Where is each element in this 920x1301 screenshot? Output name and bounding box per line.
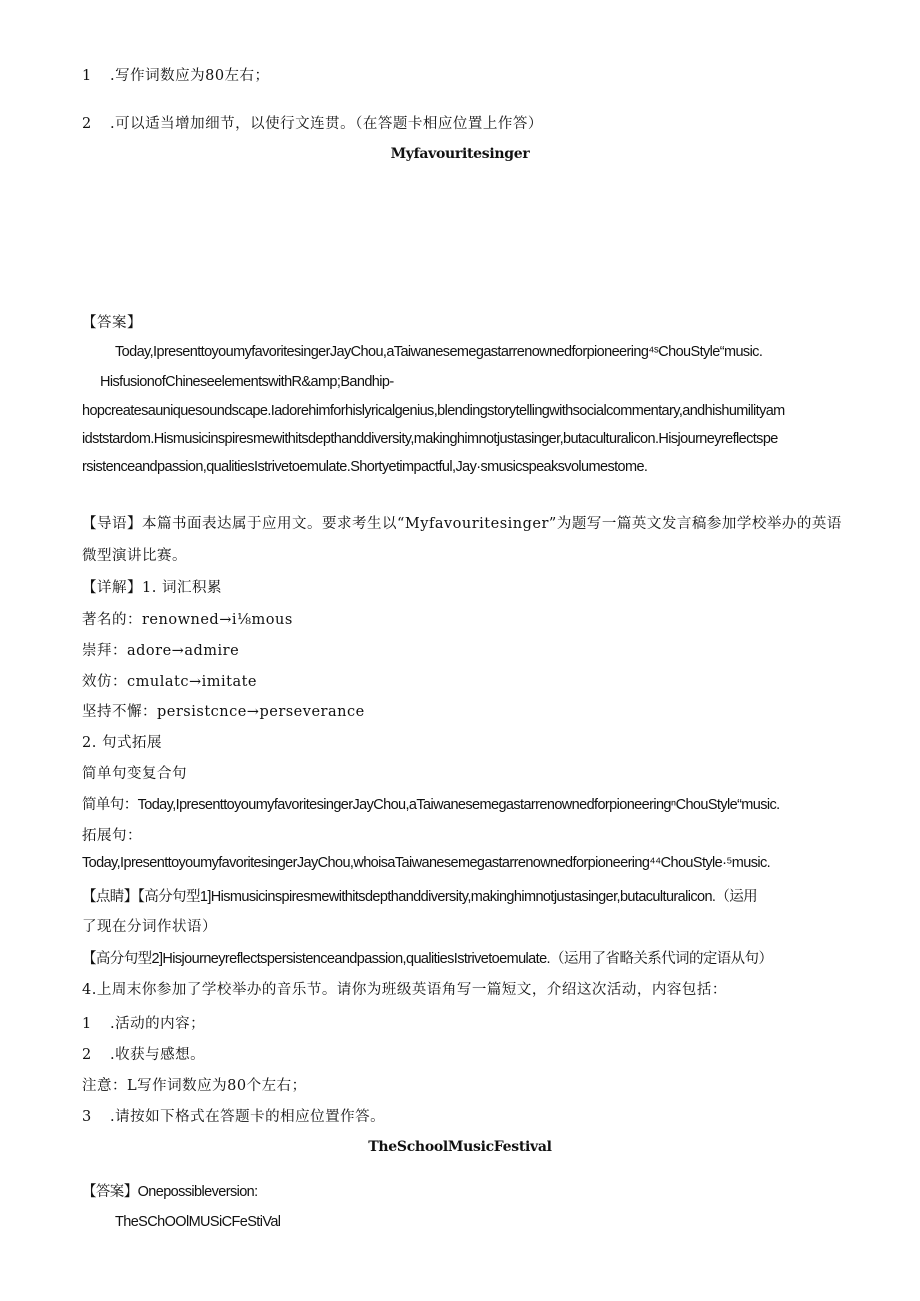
expanded-sentence: Today,IpresenttoyoumyfavoritesingerJayChou,whoisaTaiwanesemegastarrenownedforpioneering⁴⁴ChouStyle·⁵music. xyxy=(82,855,771,871)
point-line-2: 了现在分词作状语） xyxy=(82,919,217,935)
guide-line-1: 【导语】本篇书面表达属于应用文。要求考生以“Myfavouritesinger”为题写一篇英文发言稿参加学校举办的英语 xyxy=(82,516,842,532)
item-text: .可以适当增加细节，以使行文连贯。（在答题卡相应位置上作答） xyxy=(110,116,543,132)
answer-line-possible-version: 【答案】Onepossibleversion: xyxy=(82,1184,258,1200)
item-text: .写作词数应为80左右； xyxy=(110,68,270,84)
answer-line-3: hopcreatesauniquesoundscape.Iadorehimforhislyricalgenius,blendingstorytellingwithsocialcommentary,andhishumilityam xyxy=(82,403,785,419)
answer-essay-title: TheSChOOlMUSiCFeStiVal xyxy=(115,1214,281,1230)
q4-item-3 xyxy=(82,1105,385,1126)
vocab-item-2: 崇拜：adore→admire xyxy=(82,643,240,659)
simple-sentence: 简单句：Today,IpresenttoyoumyfavoritesingerJayChou,aTaiwanesemegastarrenownedforpioneeringⁿChouStyle“music. xyxy=(82,797,780,813)
answer-line-2: HisfusionofChineseelementswithR&amp;Bandhip- xyxy=(100,374,394,390)
answer-line-1: Today,IpresenttoyoumyfavoritesingerJayChou,aTaiwanesemegastarrenownedforpioneering⁴ˢChouStyle“music. xyxy=(115,344,763,360)
vocab-item-1: 著名的：renowned→i⅛mous xyxy=(82,612,293,628)
point-line-1: 【点睛】【高分句型1]Hismusicinspiresmewithitsdepthanddiversity,makinghimnotjustasinger,butaculturalicon.（运用 xyxy=(82,889,758,905)
requirement-item-1 xyxy=(82,64,270,85)
section-2-subheading: 简单句变复合句 xyxy=(82,766,187,782)
item-number: 1 xyxy=(82,68,92,84)
essay-title-1: Myfavouritesinger xyxy=(390,146,530,162)
point-line-3: 【高分句型2]Hisjourneyreflectspersistenceandpassion,qualitiesIstrivetoemulate.（运用了省略关系代词的定语从句） xyxy=(82,951,773,967)
q4-note: 注意：L写作词数应为80个左右； xyxy=(82,1078,307,1094)
item-number: 1 xyxy=(82,1016,92,1032)
vocab-item-4: 坚持不懈：persistcnce→perseverance xyxy=(82,704,365,720)
vocab-item-3: 效仿：cmulatc→imitate xyxy=(82,674,257,690)
detail-heading: 【详解】1. 词汇积累 xyxy=(82,580,222,596)
answer-tag-1: 【答案】 xyxy=(82,315,142,331)
expand-label: 拓展句： xyxy=(82,828,142,844)
item-text: .活动的内容； xyxy=(110,1016,206,1032)
section-2-heading: 2. 句式拓展 xyxy=(82,735,162,751)
answer-line-5: rsistenceandpassion,qualitiesIstrivetoemulate.Shortyetimpactful,Jay·smusicspeaksvolumestome. xyxy=(82,459,648,475)
item-number: 3 xyxy=(82,1109,92,1125)
q4-item-2 xyxy=(82,1043,205,1064)
item-number: 2 xyxy=(82,116,92,132)
guide-line-2: 微型演讲比赛。 xyxy=(82,548,187,564)
question-4-intro: 4.上周末你参加了学校举办的音乐节。请你为班级英语角写一篇短文，介绍这次活动，内容包括： xyxy=(82,982,727,998)
requirement-item-2 xyxy=(82,112,543,133)
essay-title-2: TheSchoolMusicFestival xyxy=(368,1139,552,1155)
item-number: 2 xyxy=(82,1047,92,1063)
q4-item-1 xyxy=(82,1012,205,1033)
item-text: .请按如下格式在答题卡的相应位置作答。 xyxy=(110,1109,386,1125)
answer-line-4: idststardom.Hismusicinspiresmewithitsdepthanddiversity,makinghimnotjustasinger,butaculturalicon.Hisjourneyreflectspe xyxy=(82,431,778,447)
item-text: .收获与感想。 xyxy=(110,1047,206,1063)
